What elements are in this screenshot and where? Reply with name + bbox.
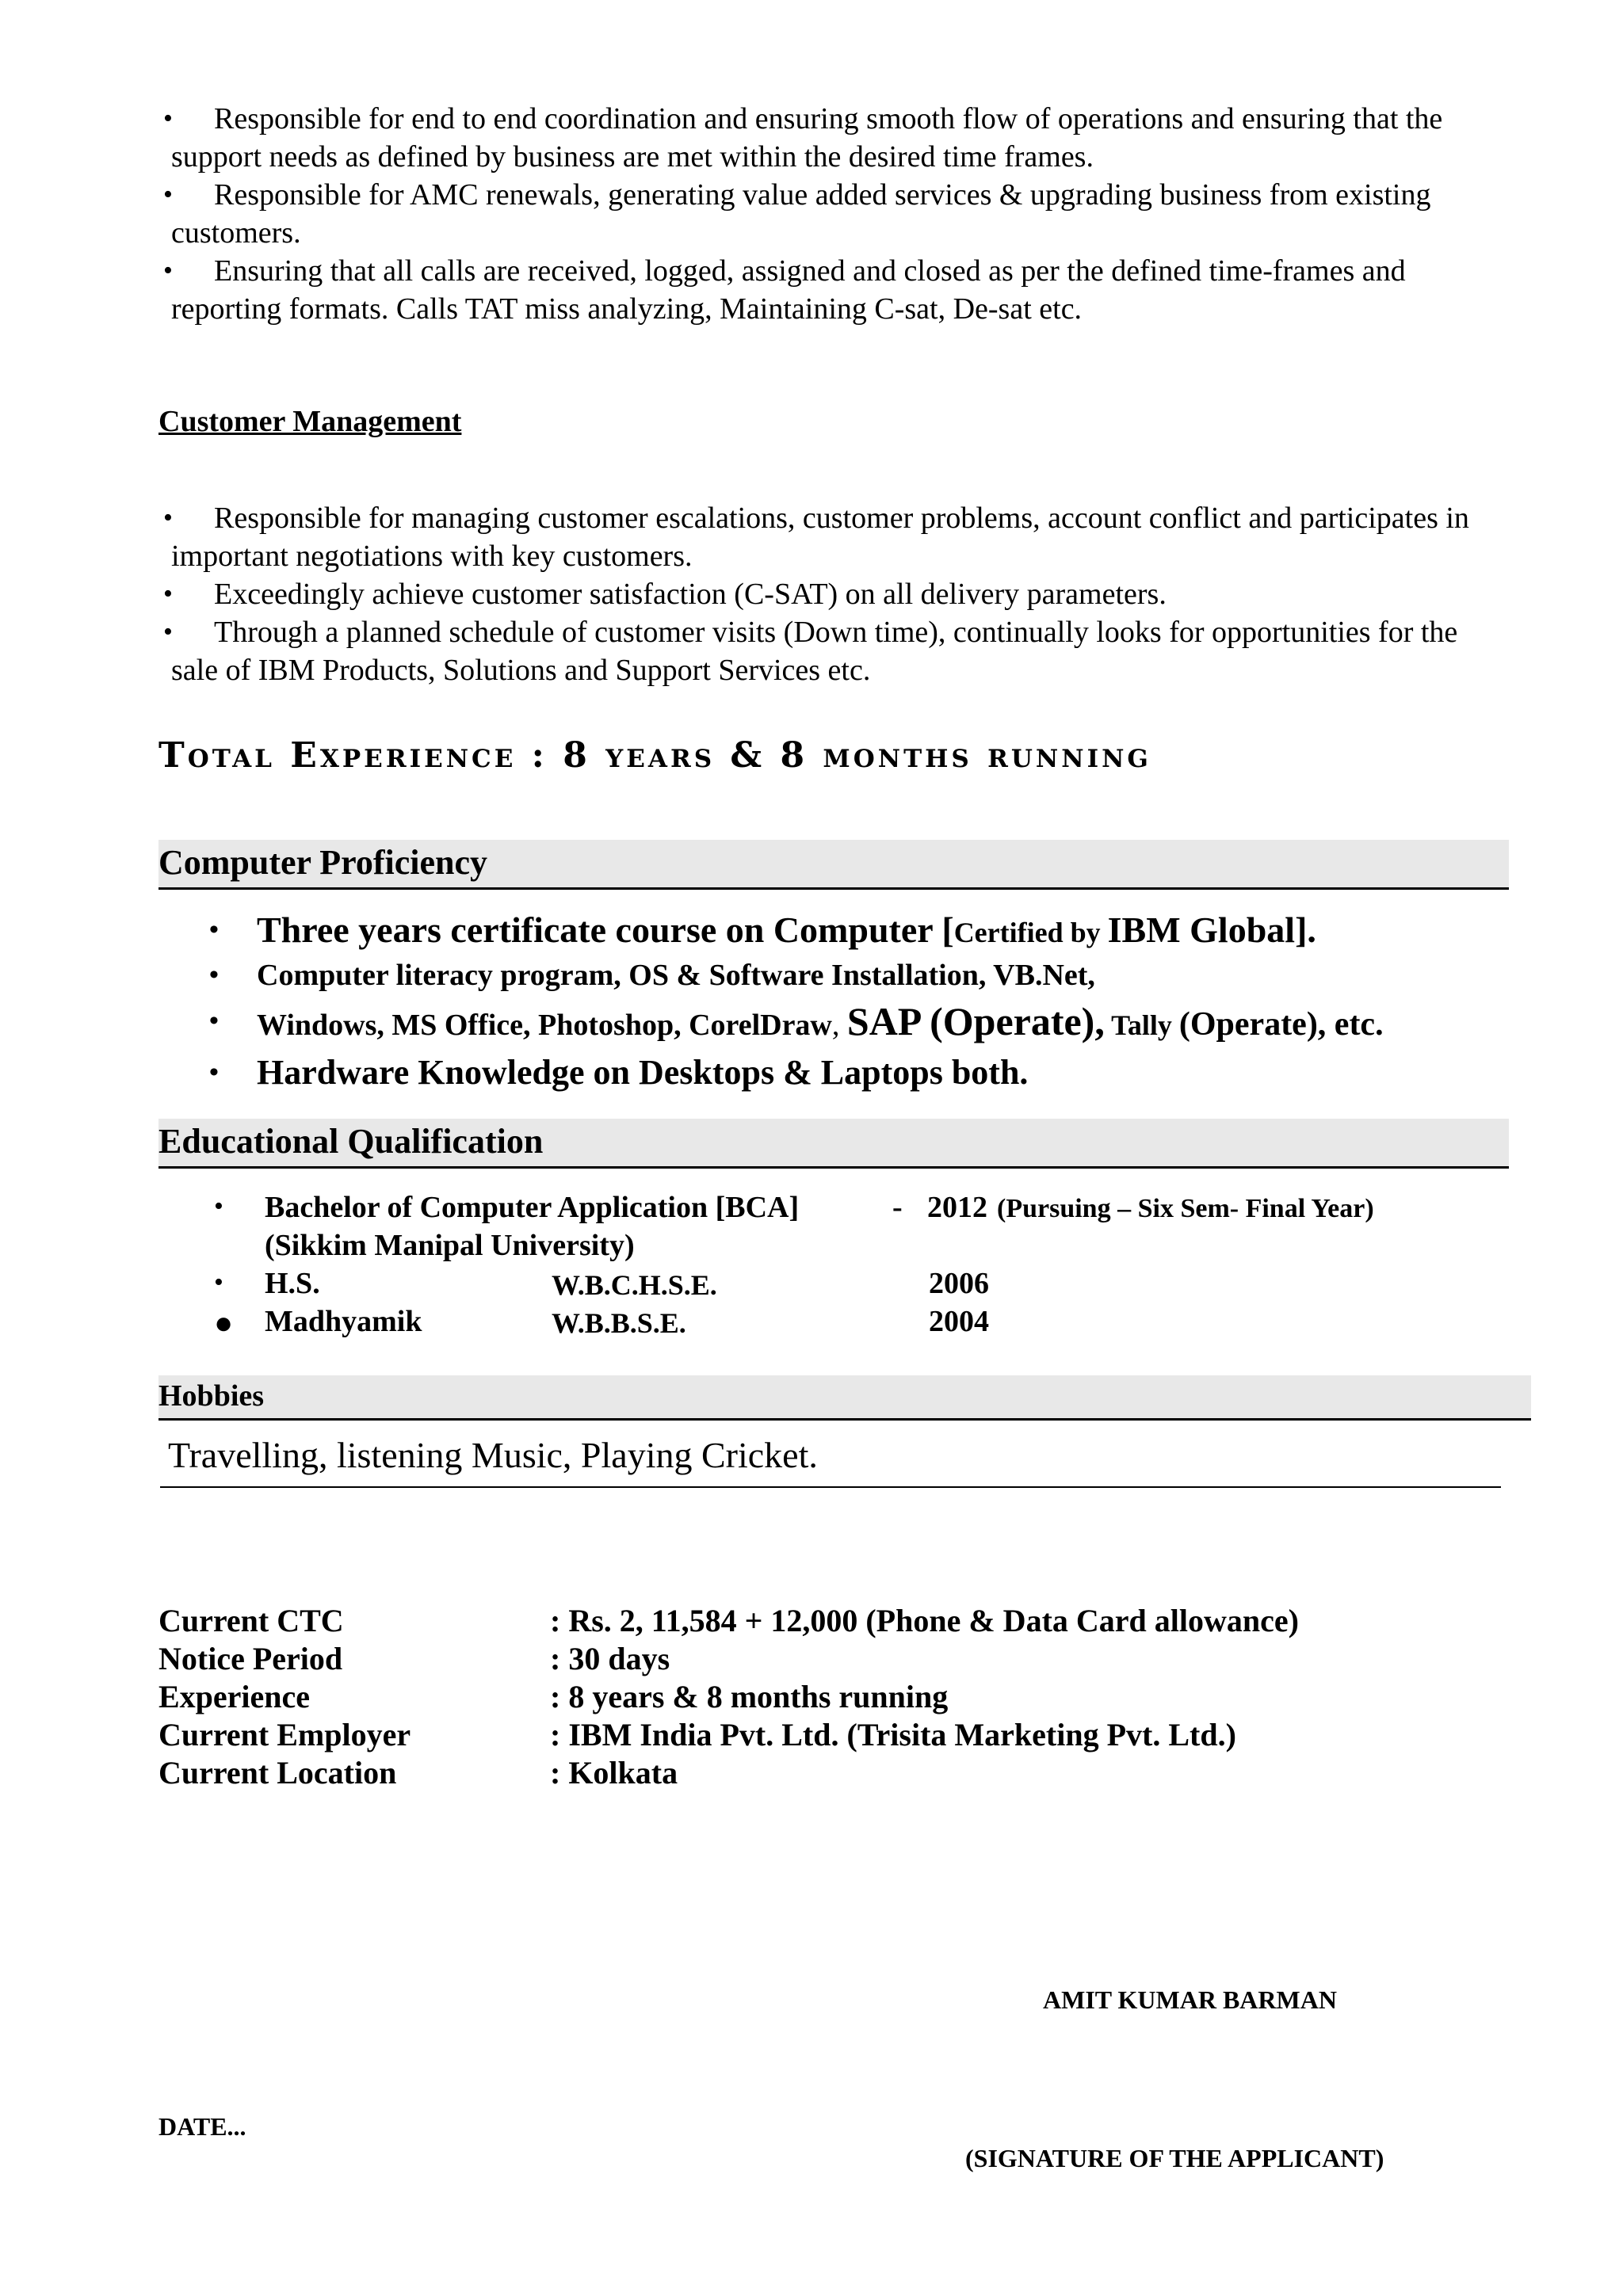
customer-management-list (0, 499, 1474, 689)
bullet-icon: • (209, 1006, 219, 1035)
list-item: • Computer literacy program, OS & Software Installation, VB.Net, (0, 955, 1623, 996)
list-item: • Windows, MS Office, Photoshop, CorelDraw, SAP (Operate), Tally (Operate), etc. (0, 996, 1623, 1051)
detail-value: : 30 days (550, 1641, 670, 1676)
bullet-icon: • (209, 960, 219, 990)
bullet-icon: • (214, 1268, 223, 1297)
bullet-icon: • (214, 1192, 223, 1221)
note: (Pursuing – Six Sem- Final Year) (997, 1194, 1374, 1223)
list-item: • Hardware Knowledge on Desktops & Laptops both. (0, 1051, 1623, 1095)
bullet-icon: • (163, 579, 173, 608)
hobbies-divider (160, 1486, 1501, 1488)
section-title: Educational Qualification (158, 1122, 544, 1161)
signature-label: (SIGNATURE OF THE APPLICANT) (965, 2144, 1384, 2172)
detail-label: Notice Period (158, 1641, 343, 1676)
bullet-icon: • (163, 180, 173, 209)
bullet-icon: • (163, 503, 173, 532)
bullet-icon: ● (214, 1305, 234, 1341)
section-title: Computer Proficiency (158, 843, 488, 882)
computer-proficiency-list (0, 908, 1623, 1095)
detail-value: : Rs. 2, 11,584 + 12,000 (Phone & Data Card allowance) (550, 1603, 1299, 1638)
detail-value: : 8 years & 8 months running (550, 1679, 949, 1714)
bullet-icon: • (209, 915, 219, 944)
list-item: • Three years certificate course on Computer [Certified by IBM Global]. (0, 908, 1623, 955)
detail-value: : Kolkata (550, 1755, 678, 1791)
responsibilities-list (0, 100, 1506, 328)
applicant-name: AMIT KUMAR BARMAN (1043, 1985, 1337, 2014)
section-title: Hobbies (158, 1379, 265, 1413)
board: W.B.C.H.S.E. (552, 1269, 717, 1301)
hobbies-header (158, 1375, 1531, 1421)
bullet-icon: • (163, 104, 173, 133)
degree: Bachelor of Computer Application [BCA] (265, 1191, 800, 1224)
year: 2012 (927, 1191, 987, 1224)
board: W.B.B.S.E. (552, 1307, 686, 1339)
total-experience: Total Experience : 8 years & 8 months running (158, 735, 1151, 776)
detail-label: Current CTC (158, 1603, 344, 1638)
hobbies-text: Travelling, listening Music, Playing Cricket. (168, 1435, 818, 1475)
list-item: • Responsible for AMC renewals, generating value added services & upgrading business from existing customers. (0, 176, 1506, 252)
education-header (158, 1119, 1509, 1169)
year: 2004 (929, 1305, 989, 1338)
year: 2006 (929, 1267, 989, 1300)
detail-label: Experience (158, 1679, 311, 1714)
customer-management-heading: Customer Management (158, 405, 462, 438)
list-item: • Responsible for managing customer escalations, customer problems, account conflict and participates in important negotiations with key customers. (0, 499, 1474, 575)
list-item: • Through a planned schedule of customer visits (Down time), continually looks for opportunities for the sale of IBM Products, Solutions and Support Services etc. (0, 613, 1474, 689)
detail-label: Current Employer (158, 1717, 411, 1753)
list-item: • Exceedingly achieve customer satisfaction (C-SAT) on all delivery parameters. (0, 575, 1474, 613)
date-label: DATE... (158, 2112, 246, 2141)
bullet-icon: • (163, 617, 173, 646)
detail-value: : IBM India Pvt. Ltd. (Trisita Marketing Pvt. Ltd.) (550, 1717, 1236, 1753)
bullet-icon: • (163, 256, 173, 285)
computer-proficiency-header (158, 840, 1509, 890)
list-item: • Ensuring that all calls are received, logged, assigned and closed as per the defined time-frames and reporting formats. Calls TAT miss analyzing, Maintaining C-sat, De-sat etc. (0, 252, 1506, 328)
bullet-icon: • (209, 1058, 219, 1087)
list-item: • Responsible for end to end coordination and ensuring smooth flow of operations and ensuring that the support needs as defined by business are met within the desired time frames. (0, 100, 1506, 176)
university: (Sikkim Manipal University) (265, 1229, 635, 1262)
degree: H.S. (265, 1267, 320, 1300)
degree: Madhyamik (265, 1305, 422, 1338)
separator: - (892, 1191, 903, 1224)
detail-label: Current Location (158, 1755, 397, 1791)
